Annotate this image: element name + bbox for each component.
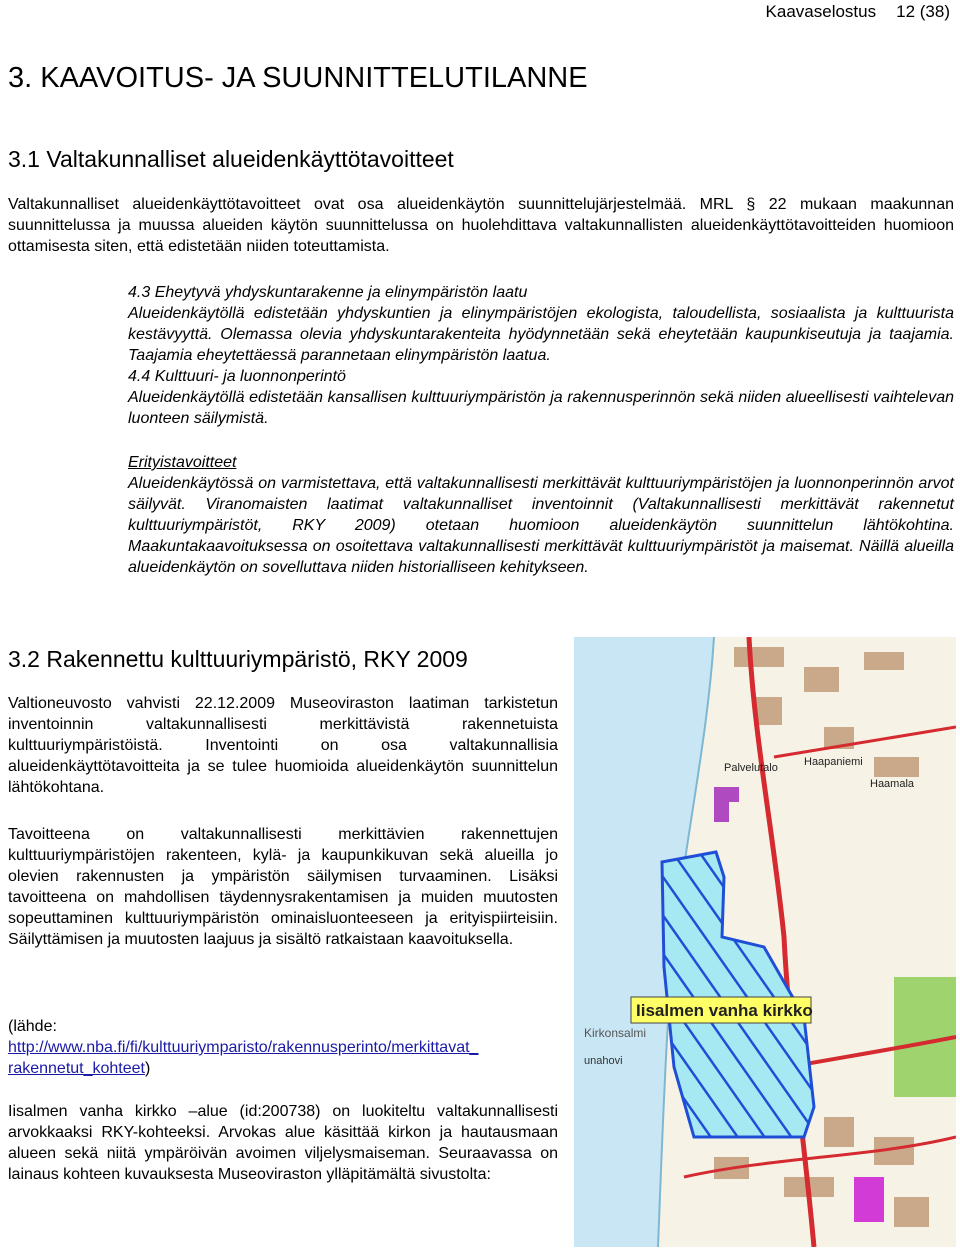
- source-link-continued[interactable]: rakennetut_kohteet: [8, 1060, 145, 1077]
- goal-4-4-title: 4.4 Kulttuuri- ja luonnonperintö: [128, 368, 346, 385]
- page-header: [766, 2, 950, 22]
- special-goals-block: [128, 452, 954, 578]
- rky-paragraph-2: Tavoitteena on valtakunnallisesti merkittävien rakennettujen kulttuuriympäristöjen rakenteen, kylä- ja kaupunkikuvan sekä alueilla jo olevien rakennusten ja ympäristön säilymisen turvaaminen. Lisäksi tavoitteena on mahdollisen täydennysrakentamisen ja muiden muutosten sopeuttaminen kulttuuriympäristön ominaisluonteeseen ja erityispiirteisiin. Säilyttämisen ja muutosten laajuus ja sisältö ratkaistaan kaavoituksella.: [8, 826, 558, 948]
- chapter-title: 3. KAAVOITUS- JA SUUNNITTELUTILANNE: [8, 62, 588, 94]
- header-doc-title: Kaavaselostus: [765, 2, 877, 21]
- map-place-kunahovi: unahovi: [584, 1055, 623, 1067]
- section-3-2-heading: 3.2 Rakennettu kulttuuriympäristö, RKY 2009: [8, 646, 468, 672]
- goal-4-3-body: Alueidenkäytöllä edistetään yhdyskuntien ja elinympäristöjen ekologista, taloudellista, sosiaalista ja kulttuurista kestävyyttä. Olemassa olevia yhdyskuntarakenteita hyödynnetään sekä eheytetään kaupunkiseutuja ja taajamia. Taajamia eheytettäessä parannetaan elinympäristön laatua.: [128, 305, 954, 364]
- rky-paragraph-1: Valtioneuvosto vahvisti 22.12.2009 Museoviraston laatiman tarkistetun inventoinnin valtakunnallisesti merkittävistä rakennetuista kulttuuriympäristöistä. Inventointi on osa valtakunnallisia alueidenkäyttötavoitteita ja se tulee huomioida alueidenkäytön suunnittelun lähtökohtana.: [8, 695, 558, 796]
- map-place-palvelutalo: Palvelutalo: [724, 762, 778, 774]
- goal-4-3-block: [128, 282, 954, 429]
- map-place-haapaniemi: Haapaniemi: [804, 756, 863, 768]
- source-close: ): [145, 1060, 151, 1077]
- map-place-kirkonsalmi: Kirkonsalmi: [584, 1026, 647, 1040]
- map-purple-building-2: [854, 1177, 884, 1222]
- source-link[interactable]: http://www.nba.fi/fi/kulttuuriymparisto/rakennusperinto/merkittavat_: [8, 1039, 479, 1056]
- special-goals-body: Alueidenkäytössä on varmistettava, että valtakunnallisesti merkittävät kulttuuriympäristöjen ja luonnonperinnön arvot säilyvät. Viranomaisten laatimat valtakunnalliset inventoinnit (Valtakunnallisesti merkittävät rakennetut kulttuuriympäristöt, RKY 2009) otetaan huomioon alueidenkäytön suunnittelun lähtökohtina. Maakuntakaavoituksessa on osoitettava valtakunnallisesti merkittävät kulttuuriympäristöt ja maisemat. Näillä alueilla alueidenkäytön on sovelluttava niiden historialliseen kehitykseen.: [128, 475, 954, 576]
- special-goals-title: Erityistavoitteet: [128, 454, 237, 471]
- source-label: (lähde:: [8, 1018, 57, 1035]
- rky-paragraph-3: Iisalmen vanha kirkko –alue (id:200738) on luokiteltu valtakunnallisesti arvokkaaksi RKY-kohteeksi. Arvokas alue käsittää kirkon ja hautausmaan alueen sekä niitä ympäröivän avoimen viljelysmaiseman. Seuraavassa on lainaus kohteen kuvauksesta Museoviraston ylläpitämältä sivustolta:: [8, 1103, 558, 1183]
- goal-4-3-title: 4.3 Eheytyvä yhdyskuntarakenne ja elinympäristön laatu: [128, 284, 528, 301]
- section-3-1-heading: 3.1 Valtakunnalliset alueidenkäyttötavoitteet: [8, 146, 454, 172]
- header-page-number: 12 (38): [896, 2, 950, 21]
- map-place-haamala: Haamala: [870, 778, 915, 790]
- source-reference: [8, 1016, 568, 1079]
- map-area-label: Iisalmen vanha kirkko: [636, 1001, 813, 1020]
- goal-4-4-body: Alueidenkäytöllä edistetään kansallisen kulttuuriympäristön ja rakennusperinnön sekä niiden alueellisesti vaihtelevan luonteen säilymistä.: [128, 389, 954, 427]
- section-3-1-intro: Valtakunnalliset alueidenkäyttötavoitteet ovat osa alueidenkäytön suunnittelujärjestelmää. MRL § 22 mukaan maakunnan suunnittelussa ja muussa alueiden käytön suunnittelussa on huolehdittava valtakunnallisten alueidenkäyttötavoitteiden huomioon ottamisesta siten, että edistetään niiden toteuttamista.: [8, 196, 954, 255]
- map-image: [574, 637, 956, 1247]
